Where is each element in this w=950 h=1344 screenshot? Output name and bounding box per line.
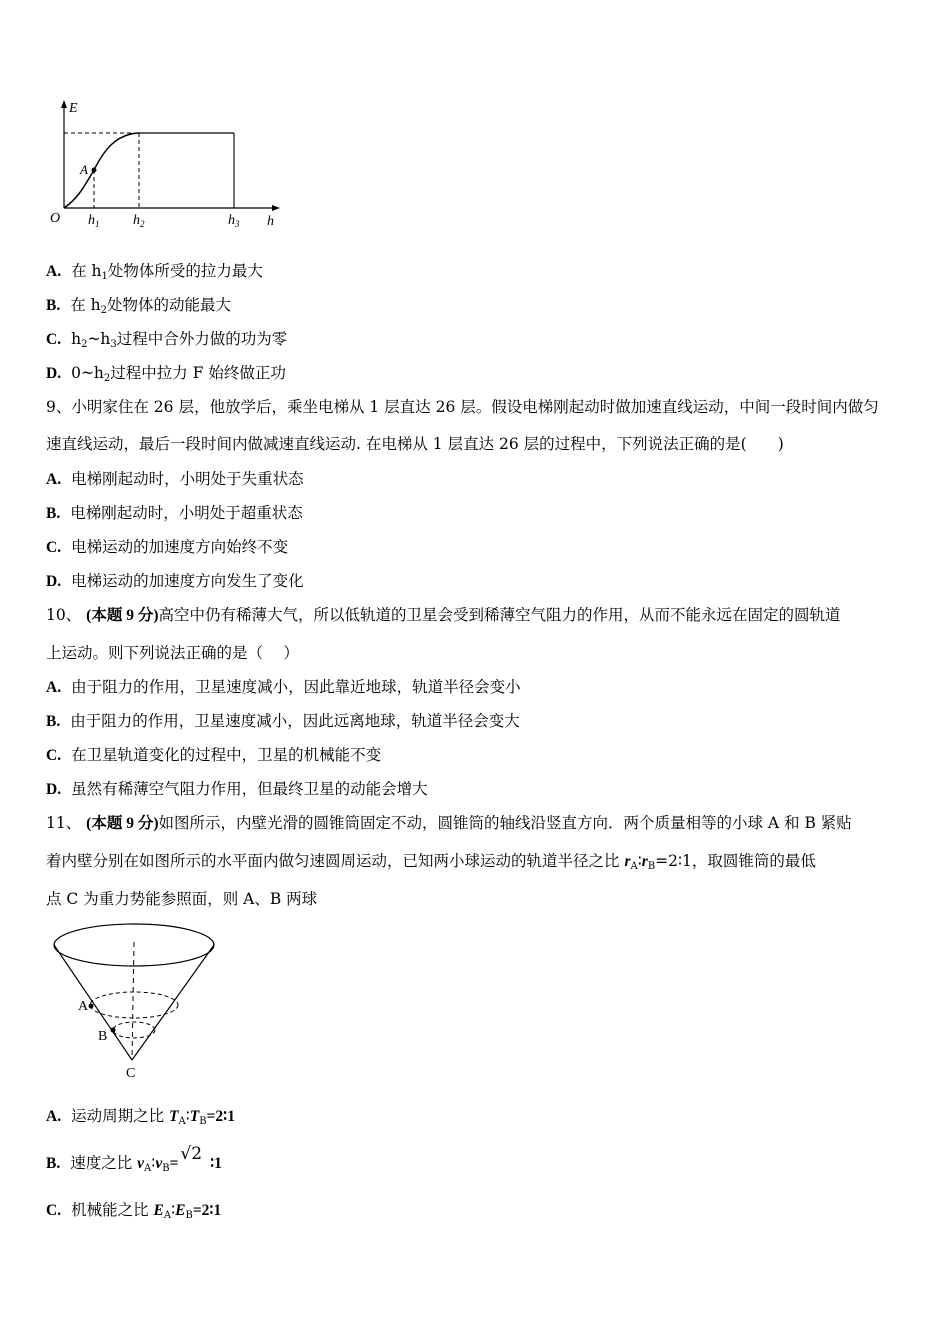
q10-stem-line1 [46, 605, 841, 626]
q8-option-a[interactable] [46, 261, 263, 287]
q11-option-c[interactable] [46, 1200, 221, 1226]
sqrt-two: √2 [180, 1144, 203, 1164]
subscript: 2 [100, 305, 108, 316]
stem-text: 高空中仍有稀薄大气，所以低轨道的卫星会受到稀薄空气阻力的作用，从而不能永远在固定的圆轨道 [158, 606, 841, 624]
q9-stem-line1: 9、小明家住在 26 层，他放学后，乘坐电梯从 1 层直达 26 层。假设电梯刚起动时做加速直线运动，中间一段时间内做匀 [46, 398, 879, 416]
q11-option-b[interactable] [46, 1144, 222, 1179]
option-letter: C. [46, 1202, 62, 1219]
point-a-dot [92, 168, 97, 173]
q10-option-d[interactable] [46, 779, 428, 800]
q10-option-a[interactable] [46, 677, 521, 698]
q8-option-b[interactable] [46, 295, 231, 321]
ratio-colon: ∶ [185, 1107, 190, 1125]
subscript: 3 [110, 339, 117, 350]
symbol-t: T [169, 1108, 179, 1125]
ratio-value: ∶1 [210, 1155, 222, 1172]
option-text: 运动周期之比 [71, 1107, 170, 1125]
option-letter: B. [46, 1155, 61, 1172]
q9-option-d[interactable] [46, 571, 304, 592]
symbol-e: E [153, 1202, 164, 1219]
h1-label: $h_1$ [88, 213, 100, 229]
subscript: 2 [81, 339, 88, 350]
subscript: 1 [101, 271, 108, 282]
ratio-colon: ∶ [151, 1154, 156, 1172]
q10-option-c[interactable] [46, 745, 381, 766]
option-text: 由于阻力的作用，卫星速度减小，因此靠近地球，轨道半径会变小 [71, 678, 521, 696]
option-text: h [71, 330, 82, 348]
symbol-e: E [175, 1202, 186, 1219]
symbol-t: T [189, 1108, 200, 1125]
option-text: 过程中拉力 F 始终做正功 [110, 364, 286, 382]
subscript: B [199, 1116, 207, 1127]
q10-option-b[interactable] [46, 711, 520, 732]
cone-right-side [132, 945, 214, 1060]
option-text: 在 h [71, 262, 102, 280]
q8-option-d[interactable] [46, 363, 286, 389]
ratio-value: =2∶1 [192, 1202, 222, 1219]
option-text: 在卫星轨道变化的过程中，卫星的机械能不变 [71, 746, 382, 764]
option-letter: B. [46, 297, 61, 314]
subscript: 2 [103, 373, 111, 384]
option-text: 在 h [70, 296, 101, 314]
q9-option-b[interactable] [46, 503, 303, 524]
q11-option-a[interactable] [46, 1106, 235, 1132]
symbol-r: r [641, 853, 648, 870]
subscript: B [162, 1163, 170, 1174]
option-text: 机械能之比 [71, 1201, 154, 1219]
q10-stem-line2: 上运动。则下列说法正确的是（ ） [46, 644, 299, 662]
subscript: B [647, 861, 656, 872]
option-text: 虽然有稀薄空气阻力作用，但最终卫星的动能会增大 [71, 780, 428, 798]
y-axis-label: E [69, 101, 78, 116]
q11-stem-line3: 点 C 为重力势能参照面，则 A、B 两球 [46, 890, 318, 908]
h3-label: $h_3$ [228, 213, 240, 229]
option-letter: D. [46, 365, 62, 382]
cone-diagram [50, 920, 225, 1085]
option-letter: A. [46, 471, 62, 488]
option-text: 0~h [71, 364, 104, 382]
subscript: B [185, 1210, 193, 1221]
x-axis-label: h [267, 214, 274, 229]
subscript: A [163, 1210, 172, 1221]
origin-label: O [50, 211, 61, 226]
y-axis-arrow [61, 100, 67, 108]
subscript: A [144, 1163, 152, 1174]
option-letter: C. [46, 331, 62, 348]
symbol-v: v [155, 1155, 163, 1172]
equals-sign: = [169, 1155, 179, 1172]
point-a-label: A [80, 162, 88, 177]
option-letter: B. [46, 713, 61, 730]
option-text: 处物体所受的拉力最大 [107, 262, 263, 280]
option-letter: A. [46, 679, 62, 696]
option-text: ~h [87, 330, 111, 348]
energy-curve [64, 133, 139, 208]
h2-label: $h_2$ [133, 213, 145, 229]
subscript: A [178, 1116, 186, 1127]
q9-stem-line2: 速直线运动，最后一段时间内做减速直线运动. 在电梯从 1 层直达 26 层的过程中，下列说法正确的是( ) [46, 435, 784, 453]
ball-a [89, 1004, 94, 1009]
option-letter: A. [46, 263, 62, 280]
option-text: 电梯运动的加速度方向始终不变 [71, 538, 289, 556]
option-text: 电梯刚起动时，小明处于超重状态 [70, 504, 303, 522]
question-number: 10、 [46, 606, 82, 624]
option-letter: B. [46, 505, 61, 522]
stem-text: 如图所示，内壁光滑的圆锥筒固定不动，圆锥筒的轴线沿竖直方向．两个质量相等的小球 A 和 B 紧贴 [158, 814, 852, 832]
ratio-colon: ∶ [171, 1201, 176, 1219]
ball-b [111, 1028, 116, 1033]
energy-height-graph [44, 98, 294, 233]
subscript: A [630, 861, 638, 872]
q8-option-c[interactable] [46, 329, 287, 355]
ratio-colon: ∶ [637, 852, 642, 870]
q9-option-a[interactable] [46, 469, 304, 490]
option-text: 由于阻力的作用，卫星速度减小，因此远离地球，轨道半径会变大 [70, 712, 520, 730]
stem-text: 着内壁分别在如图所示的水平面内做匀速圆周运动，已知两小球运动的轨道半径之比 [46, 852, 625, 870]
option-text: 速度之比 [70, 1154, 138, 1172]
option-text: 处物体的动能最大 [107, 296, 232, 314]
stem-text: =2∶1，取圆锥筒的最低 [655, 852, 816, 870]
q11-stem-line2 [46, 851, 816, 877]
symbol-r: r [624, 853, 631, 870]
label-a: A [78, 999, 89, 1014]
orbit-a [90, 992, 178, 1018]
option-text: 电梯运动的加速度方向发生了变化 [71, 572, 304, 590]
option-letter: C. [46, 539, 62, 556]
question-score: (本题 9 分) [86, 815, 159, 832]
ratio-value: =2∶1 [206, 1108, 235, 1125]
q9-option-c[interactable] [46, 537, 288, 558]
x-axis-arrow [272, 205, 280, 211]
orbit-b [113, 1022, 155, 1038]
question-score: (本题 9 分) [86, 607, 159, 624]
option-text: 电梯刚起动时，小明处于失重状态 [71, 470, 304, 488]
cone-left-side [54, 945, 132, 1060]
q11-stem-line1 [46, 813, 852, 834]
cone-axis [132, 942, 134, 1060]
question-number: 11、 [46, 814, 82, 832]
label-c: C [126, 1066, 136, 1081]
symbol-v: v [137, 1155, 145, 1172]
option-text: 过程中合外力做的功为零 [116, 330, 288, 348]
option-letter: A. [46, 1108, 62, 1125]
option-letter: D. [46, 781, 62, 798]
option-letter: C. [46, 747, 62, 764]
option-letter: D. [46, 573, 62, 590]
label-b: B [98, 1029, 108, 1044]
